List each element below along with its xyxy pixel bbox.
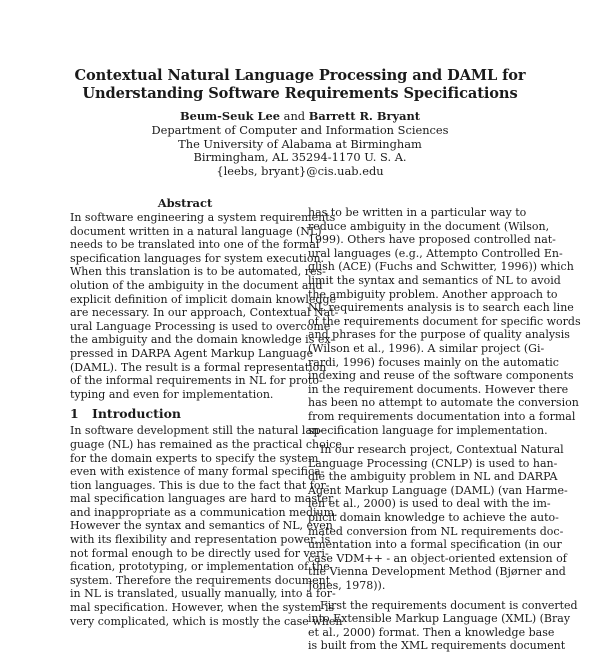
- intro-line: However the syntax and semantics of NL, even: [70, 519, 333, 533]
- intro-line: for the domain experts to specify the system: [70, 451, 319, 465]
- body-line: reduce ambiguity in the document (Wilson,: [308, 219, 550, 233]
- abstract-line: When this translation is to be automated, res-: [70, 265, 326, 279]
- affiliation-university: The University of Alabama at Birmingham: [178, 136, 422, 151]
- affiliation-department: Department of Computer and Information Sciences: [151, 122, 449, 137]
- body-line: Language Processing (CNLP) is used to han-: [308, 456, 558, 470]
- body-line: ural languages (e.g., Attempto Controlled En-: [308, 246, 563, 260]
- body-line: into Extensible Markup Language (XML) (Bray: [308, 612, 571, 626]
- abstract-line: needs to be translated into one of the formal: [70, 238, 320, 252]
- abstract-body: [70, 211, 339, 401]
- paragraph-1: [308, 206, 581, 437]
- body-line: from requirements documentation into a formal: [308, 409, 576, 423]
- abstract-line: ural Language Processing is used to overcome: [70, 319, 331, 333]
- intro-line: fication, prototyping, or implementation of the: [70, 560, 330, 574]
- body-line: (Wilson et al., 1996). A similar project (Gi-: [308, 341, 545, 355]
- body-line: NL requirements analysis is to search each line: [308, 301, 574, 315]
- abstract-line: explicit definition of implicit domain knowledge: [70, 292, 336, 306]
- intro-line: system. Therefore the requirements document: [70, 573, 331, 587]
- intro-line: very complicated, which is mostly the case when: [70, 614, 343, 628]
- abstract-line: pressed in DARPA Agent Markup Language: [70, 346, 314, 360]
- body-line: dle the ambiguity problem in NL and DARPA: [308, 470, 558, 484]
- body-line: len et al., 2000) is used to deal with the im-: [308, 497, 551, 511]
- intro-line: in NL is translated, usually manually, into a for-: [70, 587, 336, 601]
- body-line: rardi, 1996) focuses mainly on the automatic: [308, 355, 559, 369]
- body-line: Agent Markup Language (DAML) (van Harme-: [308, 483, 568, 497]
- body-line: indexing and reuse of the software components: [308, 369, 574, 383]
- paragraph-3: [308, 598, 578, 653]
- intro-line: even with existence of many formal specifica-: [70, 465, 325, 479]
- body-line: of the requirements document for specific words: [308, 314, 581, 328]
- author-conjunction: and: [283, 109, 306, 123]
- body-line: has to be written in a particular way to: [308, 206, 527, 219]
- body-line: mated conversion from NL requirements doc-: [308, 524, 564, 538]
- body-line: 1999). Others have proposed controlled nat-: [308, 233, 556, 247]
- body-line: and phrases for the purpose of quality analysis: [308, 328, 570, 342]
- author-block: [0, 110, 600, 179]
- intro-line: tion languages. This is due to the fact that for-: [70, 478, 330, 492]
- paragraph-2: [308, 443, 568, 593]
- author-2: Barrett R. Bryant: [308, 109, 421, 123]
- affiliation-emails: {leebs, bryant}@cis.uab.edu: [216, 164, 384, 179]
- body-line: In our research project, Contextual Natural: [320, 443, 564, 457]
- body-line: umentation into a formal specification (in our: [308, 538, 562, 552]
- intro-line: not formal enough to be directly used for veri-: [70, 546, 329, 560]
- body-line: is built from the XML requirements document: [308, 639, 566, 653]
- author-names: [0, 110, 600, 124]
- paper-title-line-2: Understanding Software Requirements Specifications: [82, 85, 518, 102]
- abstract-line: In software engineering a system requirements: [70, 211, 336, 224]
- body-line: the ambiguity problem. Another approach to: [308, 287, 558, 301]
- abstract-line: olution of the ambiguity in the document and: [70, 278, 323, 292]
- abstract-line: are necessary. In our approach, Contextual Nat-: [70, 306, 339, 320]
- abstract-line: the ambiguity and the domain knowledge is ex-: [70, 333, 335, 347]
- section-number: 1: [70, 406, 79, 422]
- body-line: First the requirements document is converted: [320, 598, 578, 612]
- affiliation-address: Birmingham, AL 35294-1170 U. S. A.: [193, 150, 407, 165]
- author-1: Beum-Seuk Lee: [179, 109, 281, 123]
- section-heading-introduction: [70, 404, 300, 424]
- intro-line: mal specification languages are hard to master: [70, 492, 334, 506]
- intro-line: and inappropriate as a communication medium.: [70, 505, 338, 519]
- abstract-line: (DAML). The result is a formal representation: [70, 360, 327, 374]
- body-line: has been no attempt to automate the conversion: [308, 396, 579, 410]
- body-line: et al., 2000) format. Then a knowledge base: [308, 625, 555, 639]
- right-column: [308, 206, 581, 653]
- body-line: limit the syntax and semantics of NL to avoid: [308, 273, 561, 287]
- intro-line: In software development still the natural lan-: [70, 424, 323, 438]
- body-line: case VDM++ - an object-oriented extension of: [308, 551, 567, 565]
- section-title: Introduction: [92, 406, 182, 422]
- body-line: the Vienna Development Method (Bjørner and: [308, 565, 566, 579]
- body-line: Jones, 1978)).: [308, 579, 386, 593]
- body-line: plicit domain knowledge to achieve the auto-: [308, 511, 559, 525]
- abstract-line: specification languages for system execution.: [70, 251, 325, 265]
- body-line: in the requirement documents. However there: [308, 382, 569, 396]
- abstract-line: of the informal requirements in NL for proto-: [70, 374, 323, 388]
- abstract-line: typing and even for implementation.: [70, 387, 274, 401]
- body-line: specification language for implementation.: [308, 423, 548, 437]
- body-line: glish (ACE) (Fuchs and Schwitter, 1996)) which: [308, 260, 574, 274]
- intro-line: mal specification. However, when the system is: [70, 601, 335, 615]
- paper-title-line-1: Contextual Natural Language Processing and DAML for: [74, 67, 526, 84]
- intro-line: with its flexibility and representation power, is: [70, 533, 331, 547]
- paper-title: [0, 67, 600, 103]
- introduction-body: [70, 424, 343, 628]
- intro-line: guage (NL) has remained as the practical choice: [70, 437, 342, 451]
- abstract-heading: Abstract: [157, 196, 213, 210]
- left-column: [70, 195, 343, 628]
- abstract-line: document written in a natural language (NL): [70, 224, 322, 238]
